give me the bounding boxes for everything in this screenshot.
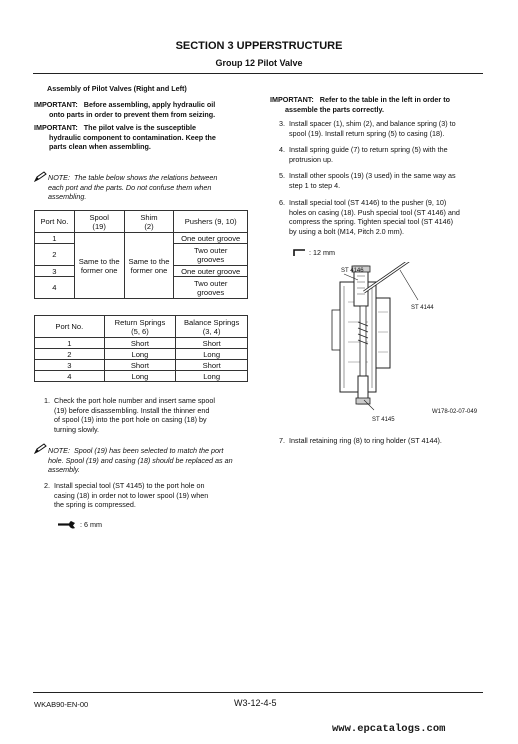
table-row: 3 One outer groove [35,266,248,277]
wrench-size: : 6 mm [80,520,102,529]
pilot-valve-figure [318,262,488,422]
watermark: www.epcatalogs.com [332,723,446,735]
note-block-2: NOTE: Spool (19) has been selected to match the port hole. Spool (19) and casing (18) should be replaced as an assembly. [48,446,233,475]
hex-key-icon [292,248,306,257]
table-row: 3 Short Short [35,360,248,371]
footer-rule [33,692,483,693]
assembly-subheading: Assembly of Pilot Valves (Right and Left) [47,84,187,93]
pencil-note-icon [34,171,47,182]
table-row: 1 Short Short [35,338,248,349]
table-row: 4 Two outer grooves [35,277,248,299]
step-7: 7. Install retaining ring (8) to ring holder (ST 4144). [279,436,442,445]
figure-id: W178-02-07-049 [432,409,478,415]
important-block-2: IMPORTANT: The pilot valve is the susceptible hydraulic component to contamination. Keep the parts clean when assembling. [34,123,216,152]
table-header-row: Port No. Spool (19) Shim (2) Pushers (9, 10) [35,211,248,233]
step-6: 6. Install special tool (ST 4146) to the pusher (9, 10) holes on casing (18). Push special tool (ST 4146) and compress the spring. Tighten special tool (ST 4146) by using a bolt (M14, Pitch 2.0 mm). [279,198,460,236]
figure-label-st4144: ST 4144 [411,305,434,311]
important-label: IMPORTANT: [34,123,78,132]
important-label: IMPORTANT: [34,100,78,109]
section-title: SECTION 3 UPPERSTRUCTURE [175,40,343,52]
step-3: 3. Install spacer (1), shim (2), and balance spring (3) to spool (19). Install return spring (5) to casing (18). [279,119,456,138]
step-4: 4. Install spring guide (7) to return spring (5) with the protrusion up. [279,145,448,164]
note-block-1: NOTE: The table below shows the relations between each port and the parts. Do not confuse them when assembling. [48,173,218,202]
page-number: W3-12-4-5 [234,698,277,708]
important-block-right: IMPORTANT: Refer to the table in the left in order to assemble the parts correctly. [270,95,450,114]
springs-table [34,315,248,382]
group-title: Group 12 Pilot Valve [215,58,303,68]
table-row: 1 Same to the former one Same to the former one One outer groove [35,233,248,244]
step-5: 5. Install other spools (19) (3 used) in the same way as step 1 to step 4. [279,171,456,190]
table-header-row: Port No. Return Springs (5, 6) Balance Springs (3, 4) [35,316,248,338]
doc-code: WKAB90-EN-00 [34,700,89,709]
hex-key-size: : 12 mm [309,248,335,257]
figure-label-st4145: ST 4145 [372,417,395,423]
pencil-note-icon [34,443,47,454]
table-row: 2 Two outer grooves [35,244,248,266]
header-rule [33,73,483,74]
port-parts-table [34,210,248,299]
table-row: 2 Long Long [35,349,248,360]
important-block-1: IMPORTANT: Before assembling, apply hydraulic oil onto parts in order to prevent them from seizing. [34,100,216,119]
step-2: 2. Install special tool (ST 4145) to the port hole on casing (18) in order not to lower spool (19) when the spring is compressed. [44,481,209,510]
wrench-icon [56,520,78,529]
step-1: 1. Check the port hole number and insert same spool (19) before disassembling. Install the thinner end of spool (19) into the port hole on casing (18) by turning slowly. [44,396,216,434]
table-row: 4 Long Long [35,371,248,382]
figure-label-st4146: ST 4146 [341,268,364,274]
